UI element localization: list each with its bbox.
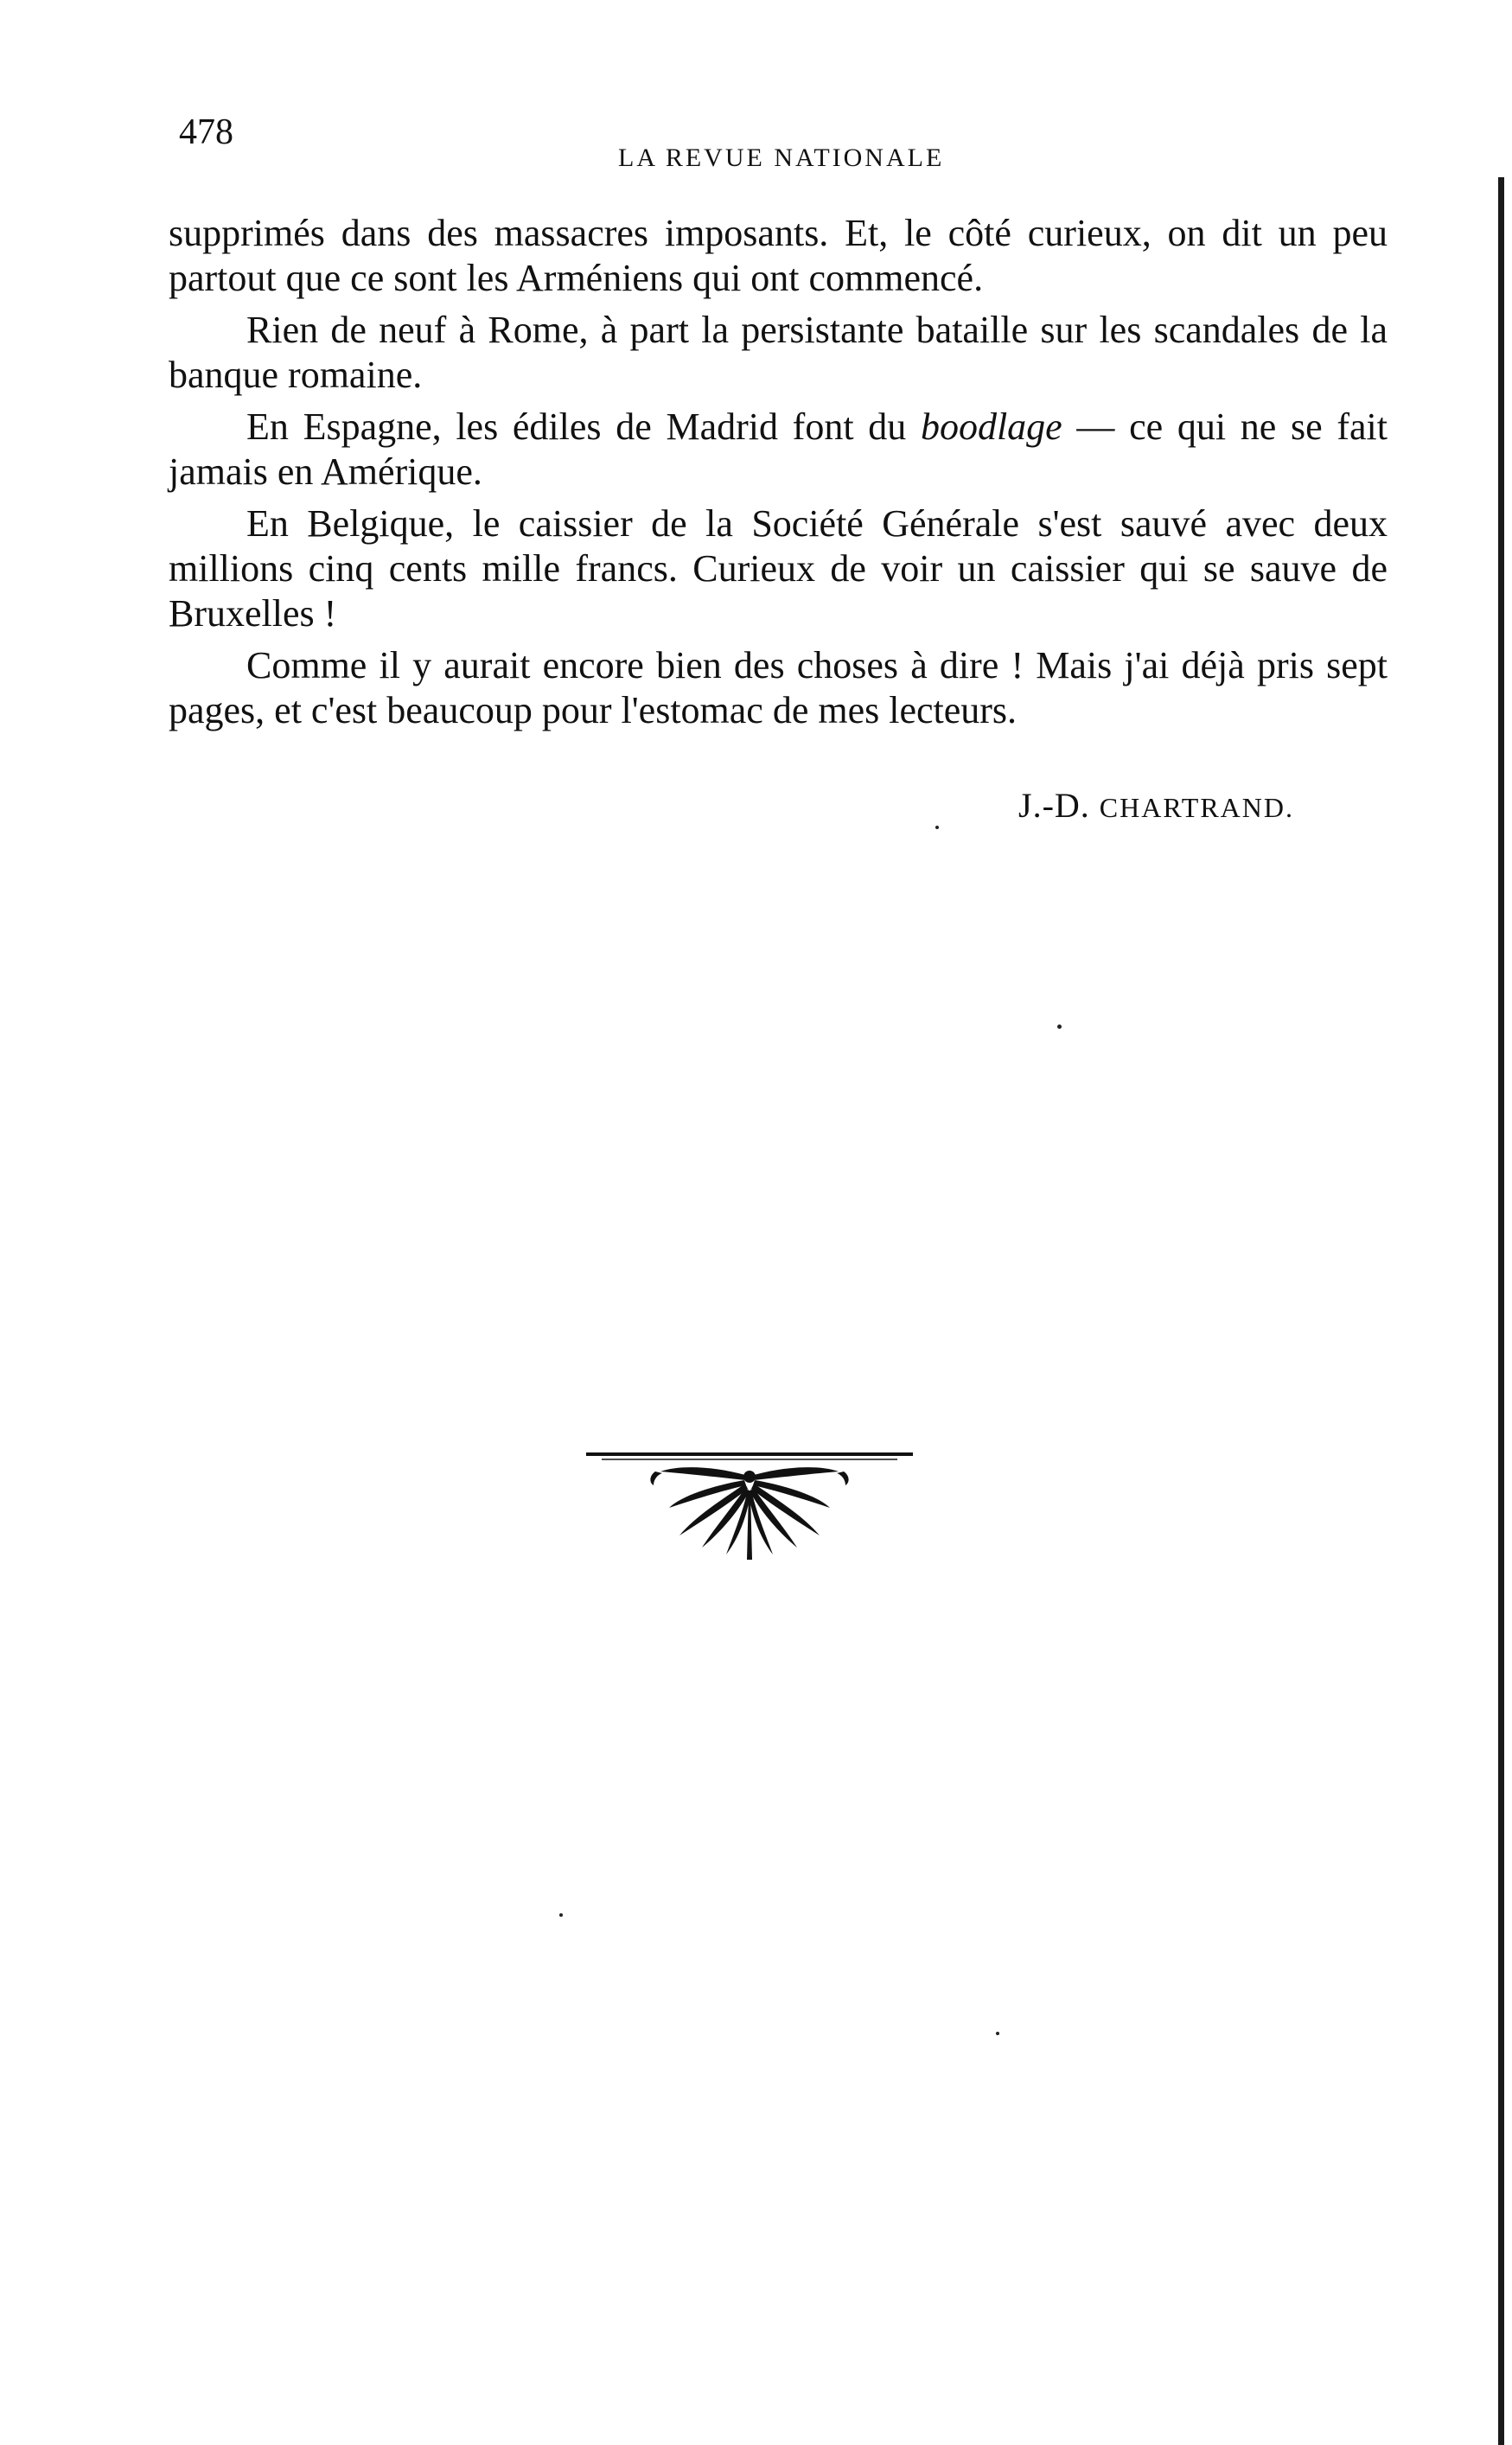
paragraph-3: [169, 405, 1388, 495]
scan-speck: [996, 2032, 999, 2035]
paragraph-5: Comme il y aurait encore bien des choses à dire ! Mais j'ai déjà pris sept pages, et c'est beaucoup pour l'estomac de mes lecteurs.: [169, 644, 1388, 731]
paragraph-3-text-after: — ce qui ne se fait jamais en Amérique.: [169, 405, 1388, 493]
author-initials: J.-D.: [1018, 786, 1090, 825]
scan-speck: [1057, 1025, 1062, 1029]
running-title: LA REVUE NATIONALE: [618, 144, 945, 172]
paragraph-1: supprimés dans des massacres imposants. Et, le côté curieux, on dit un peu partout que ce sont les Arméniens qui ont commencé.: [169, 212, 1388, 299]
page-number: 478: [179, 112, 233, 152]
italic-term: boodlage: [920, 405, 1062, 448]
article-body: [169, 211, 1388, 740]
scan-page-edge: [1498, 177, 1504, 2445]
scan-speck: [935, 826, 939, 829]
paragraph-3-text-before: En Espagne, les édiles de Madrid font du: [246, 405, 921, 448]
paragraph-4: En Belgique, le caissier de la Société Générale s'est sauvé avec deux millions cinq cents mille francs. Curieux de voir un caissier qui se sauve de Bruxelles !: [169, 502, 1388, 635]
author-signature: [1018, 788, 1294, 823]
paragraph-2: Rien de neuf à Rome, à part la persistante bataille sur les scandales de la banque romaine.: [169, 309, 1388, 396]
scan-speck: [559, 1913, 563, 1917]
author-surname: CHARTRAND.: [1099, 792, 1294, 823]
fan-ornament-icon: [584, 1451, 915, 1572]
